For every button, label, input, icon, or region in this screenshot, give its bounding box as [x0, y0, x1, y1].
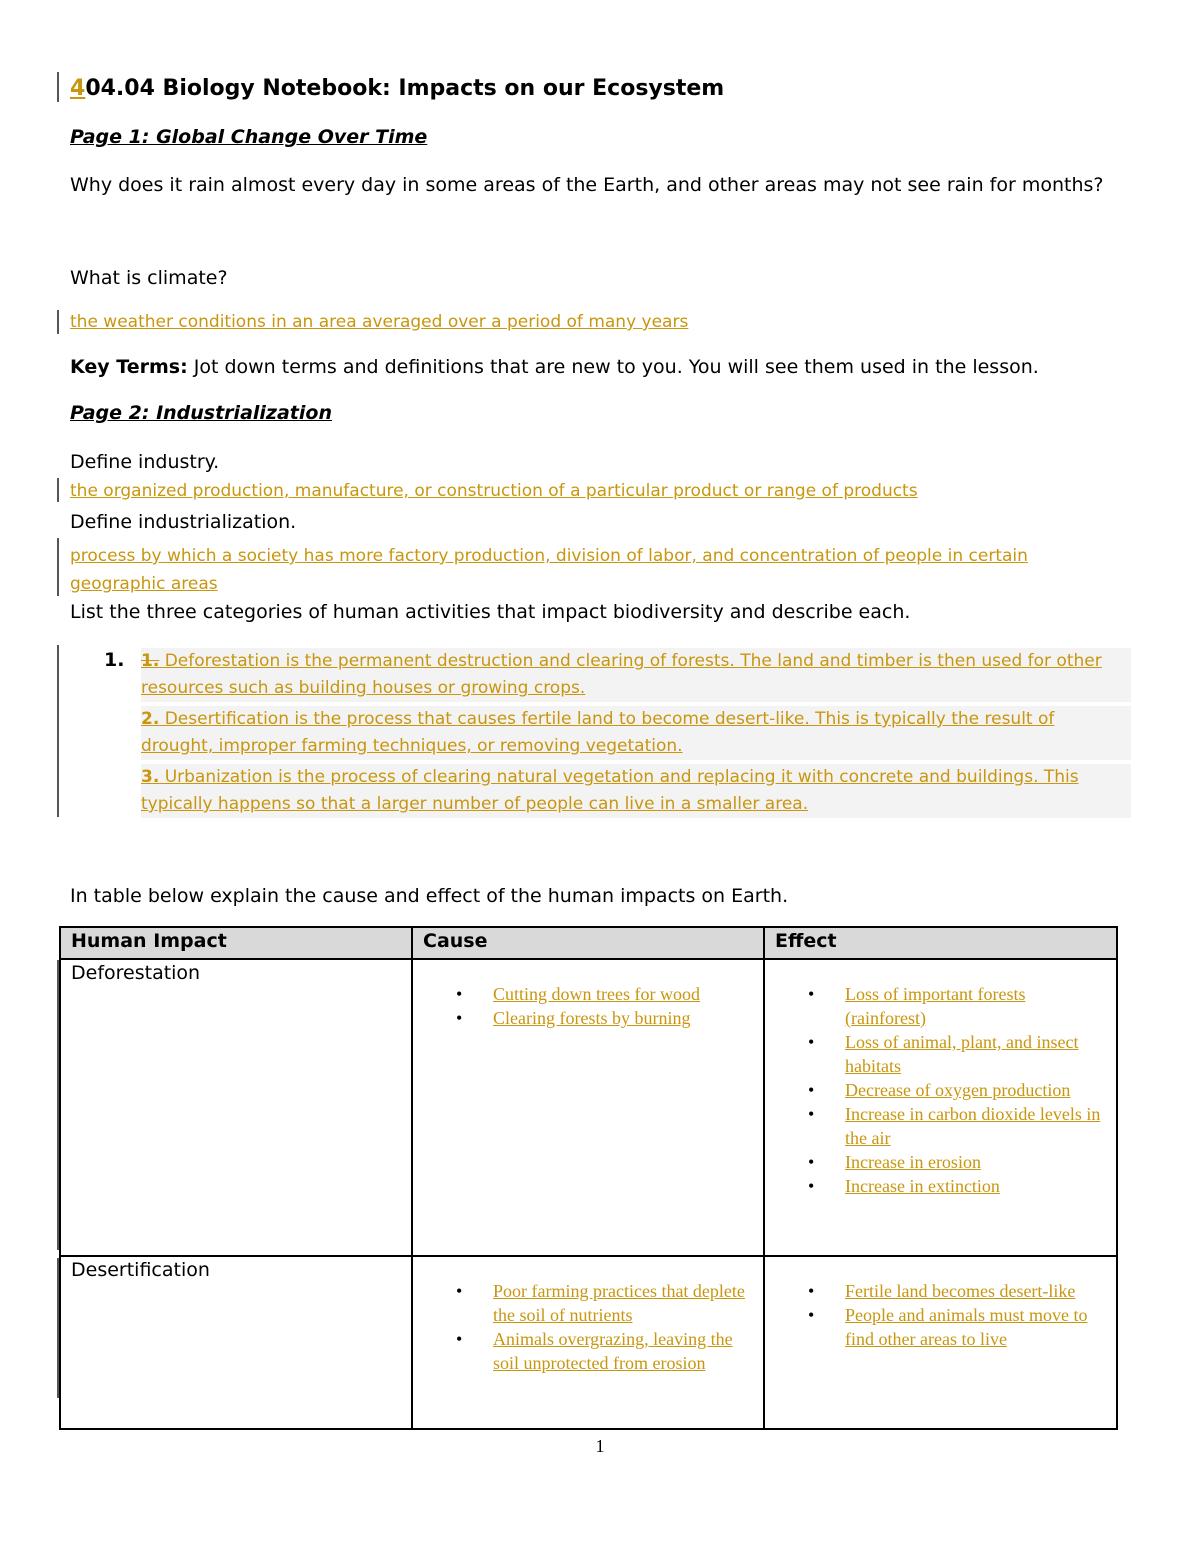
question-categories: List the three categories of human activities that impact biodiversity and describe each. — [70, 601, 911, 623]
key-terms-text: Jot down terms and definitions that are new to you. You will see them used in the lesson. — [187, 356, 1039, 378]
change-bar — [57, 538, 59, 596]
effect-cell[interactable] — [764, 959, 1117, 1256]
title-text: 04.04 Biology Notebook: Impacts on our Ecosystem — [85, 76, 725, 101]
list-item: • Loss of important forests (rainforest) — [845, 982, 1106, 1030]
document-title — [70, 76, 724, 101]
impact-table — [59, 926, 1118, 1430]
impact-label: Desertification — [71, 1259, 210, 1281]
page1-heading: Page 1: Global Change Over Time — [70, 126, 428, 148]
list-item: • Loss of animal, plant, and insect habitats — [845, 1030, 1106, 1078]
header-effect: Effect — [764, 927, 1117, 959]
impact-label: Deforestation — [71, 962, 201, 984]
item-number: 3. — [141, 767, 160, 787]
list-item: • Cutting down trees for wood — [493, 982, 753, 1006]
question-industry: Define industry. — [70, 451, 220, 473]
list-item: • Poor farming practices that deplete the soil of nutrients — [493, 1279, 753, 1327]
list-item: • Clearing forests by burning — [493, 1006, 753, 1030]
question-rain: Why does it rain almost every day in some areas of the Earth, and other areas may not see rain for months? — [70, 174, 1104, 196]
header-impact: Human Impact — [60, 927, 412, 959]
list-item: • Increase in erosion — [845, 1150, 1106, 1174]
question-climate: What is climate? — [70, 267, 228, 289]
table-intro: In table below explain the cause and effect of the human impacts on Earth. — [70, 885, 789, 907]
answer-climate[interactable]: the weather conditions in an area averaged over a period of many years — [70, 312, 689, 332]
key-terms-label: Key Terms: — [70, 356, 188, 378]
impact-cell — [60, 1256, 412, 1429]
list-item: • People and animals must move to find other areas to live — [845, 1303, 1106, 1351]
question-industrialization: Define industrialization. — [70, 511, 297, 533]
list-item: • Increase in extinction — [845, 1174, 1106, 1198]
item-text: Urbanization is the process of clearing natural vegetation and replacing it with concrete and buildings. This typically happens so that a larger number of people can live in a smaller area. — [141, 767, 1079, 814]
list-item: • Animals overgrazing, leaving the soil unprotected from erosion — [493, 1327, 753, 1375]
answer-industrialization[interactable]: process by which a society has more factory production, division of labor, and concentration of people in certain geographic areas — [70, 546, 1028, 594]
table-header-row — [60, 927, 1117, 959]
list-number: 1. — [104, 649, 125, 671]
change-bar — [57, 310, 59, 334]
change-bar — [57, 645, 59, 817]
change-bar — [57, 72, 59, 102]
list-item: • Fertile land becomes desert-like — [845, 1279, 1106, 1303]
item-number: 1. — [141, 651, 160, 671]
list-item: • Increase in carbon dioxide levels in the air — [845, 1102, 1106, 1150]
item-number: 2. — [141, 709, 160, 729]
effect-cell[interactable] — [764, 1256, 1117, 1429]
table-row — [60, 959, 1117, 1256]
item-text: Desertification is the process that causes fertile land to become desert-like. This is typically the result of drought, improper farming techniques, or removing vegetation. — [141, 709, 1055, 756]
page2-heading: Page 2: Industrialization — [70, 402, 332, 424]
key-terms — [70, 356, 1039, 378]
list-item[interactable] — [141, 764, 1131, 818]
header-cause: Cause — [412, 927, 764, 959]
list-item: • Decrease of oxygen production — [845, 1078, 1106, 1102]
table-row — [60, 1256, 1117, 1429]
cause-cell[interactable] — [412, 959, 764, 1256]
change-bar — [57, 478, 59, 502]
cause-cell[interactable] — [412, 1256, 764, 1429]
item-text: Deforestation is the permanent destruction and clearing of forests. The land and timber is then used for other resources such as building houses or growing crops. — [141, 651, 1102, 698]
page-number: 1 — [595, 1436, 605, 1456]
impact-cell — [60, 959, 412, 1256]
list-item[interactable] — [141, 706, 1131, 760]
list-item[interactable] — [141, 648, 1131, 702]
title-first-char: 4 — [70, 76, 86, 101]
answer-industry[interactable]: the organized production, manufacture, or construction of a particular product or range of products — [70, 481, 918, 501]
